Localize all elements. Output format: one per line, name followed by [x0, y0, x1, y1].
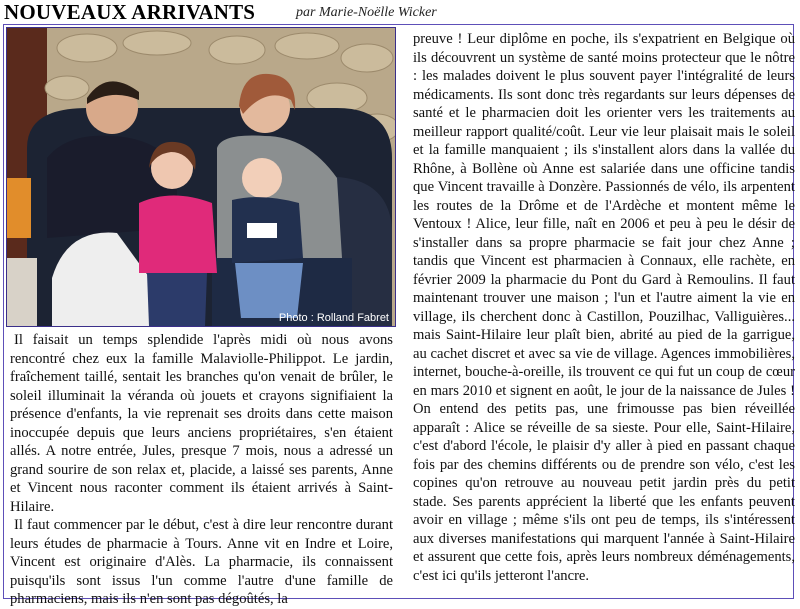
left-column — [10, 331, 393, 609]
right-column — [413, 30, 795, 585]
article-byline: par Marie-Noëlle Wicker — [296, 5, 437, 20]
paragraph: Il faut commencer par le début, c'est à dire leur rencontre durant leurs études de pharmacie à Tours. Anne vit en Indre et Loire, Vincent est originaire d'Alès. La pharmacie, ils connaissent puisqu'ils sont issus l'un comme l'autre d'une famille de pharmaciens, mais ils n'en sont pas dégoûtés, la — [10, 517, 393, 607]
article-header — [0, 0, 800, 24]
article-title: NOUVEAUX ARRIVANTS — [4, 0, 256, 24]
family-photo-illustration — [7, 28, 395, 326]
paragraph: preuve ! Leur diplôme en poche, ils s'expatrient en Belgique où ils découvrent un système de santé moins protecteur que le nôtre : les malades doivent le plus souvent payer l'intégralité de leurs médicaments. Ils sont donc très regardants sur leurs dépenses de santé et le pharmacien doit les orienter vers les traitements au meilleur rapport qualité/coût. Leur vie leur plaisait mais le soleil et la famille manquaient ; ils s'installent alors dans la vallée du Rhône, à Bollène où Anne est salariée dans une officine tandis que Vincent travaille à Donzère. Passionnés de vélo, ils arpentent les routes de la Drôme et de l'Ardèche et montent même le Ventoux ! Alice, leur fille, naît en 2006 et peu à peu le désir de s'installer dans sa propre pharmacie se fait jour chez Anne ; tandis que Vincent est pharmacien à Connaux, elle rachète, en février 2009 la pharmacie du Pont du Gard à Remoulins. Il faut maintenant trouver une maison ; l'un et l'autre aiment la vie en village, ils cherchent donc à Castillon, Pouzilhac, Valliguières... mais Saint-Hilaire leur plaît bien, abrité au pied de la garrigue, au cachet discret et avec sa vie de village. Agences immobilières, internet, bouche-à-oreille, ils trouvent ce qui fut un coup de cœur en mars 2010 et signent en août, le jour de la naissance de Jules ! On entend des petits pas, une frimousse pas bien réveillée apparaît : Alice se réveille de sa sieste. Pour elle, Saint-Hilaire, c'est d'abord l'école, le plaisir d'y aller à pied en passant chaque fois par des chemins différents ou de prendre son vélo, c'est les copines qu'on retrouve au nouveau petit jardin près du petit stade. Ses parents apprécient la liberté que les enfants peuvent avoir en village ; même s'ils ont peu de temps, ils s'intéressent aux diverses manifestations qui marquent l'année à Saint-Hilaire et assurent que cette fois, après leurs nombreux déménagements, c'est ici qu'ils jetteront l'ancre. — [413, 31, 795, 584]
photo-credit: Photo : Rolland Fabret — [278, 312, 389, 324]
paragraph: Il faisait un temps splendide l'après midi où nous avons rencontré chez eux la famille Malaviolle-Philippot. Le jardin, fraîchement taillé, sentait les branches qu'on venait de brûler, le soleil illuminait la véranda où jouets et crayons signifiaient la présence d'enfants, la vie reprenait ses droits dans cette maison inoccupée depuis que leurs anciens propriétaires, s'en étaient allés. A notre entrée, Jules, presque 7 mois, nous a adressé un grand sourire de son relax et, placide, a laissé ses parents, Anne et Vincent nous raconter comment ils étaient arrivés à Saint-Hilaire. — [10, 332, 393, 515]
family-photo — [6, 27, 396, 327]
